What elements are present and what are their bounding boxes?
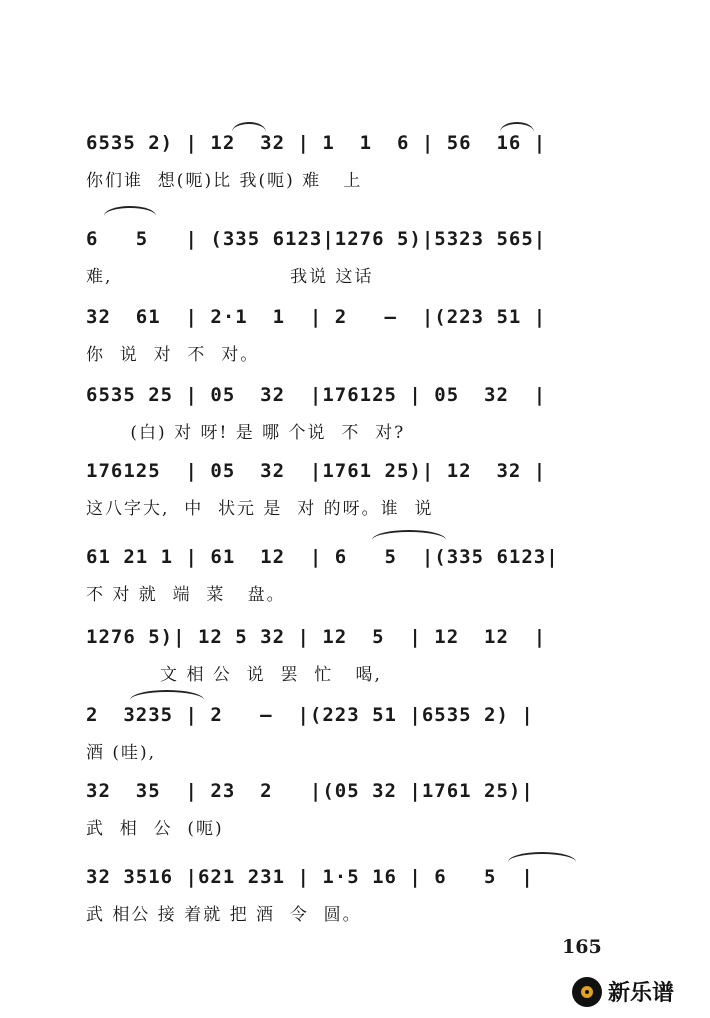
lyrics-line: 酒 (哇), [86,743,157,763]
notation-line: 6535 2) | 12 32 | 1 1 6 | 56 16 | [86,132,547,154]
slur-mark [500,122,534,132]
record-disc-icon [572,977,602,1007]
lyrics-line: 武 相 公 (呃) [86,819,224,839]
lyrics-line: 武 相公 接 着就 把 酒 令 圆。 [86,905,362,925]
site-logo [572,976,674,1007]
notation-line: 1276 5)| 12 5 32 | 12 5 | 12 12 | [86,626,547,648]
notation-line: 6535 25 | 05 32 |176125 | 05 32 | [86,384,547,406]
lyrics-line: 难, 我说 这话 [86,267,374,287]
lyrics-line: 你们谁 想(呃)比 我(呃) 难 上 [86,171,363,191]
slur-mark [232,122,266,132]
lyrics-line: 文 相 公 说 罢 忙 喝, [86,665,382,685]
notation-line: 32 3516 |621 231 | 1·5 16 | 6 5 | [86,866,534,888]
notation-line: 32 61 | 2·1 1 | 2 — |(223 51 | [86,306,547,328]
lyrics-line: 你 说 对 不 对。 [86,345,260,365]
lyrics-line: (白) 对 呀! 是 哪 个说 不 对? [86,423,406,443]
notation-line: 176125 | 05 32 |1761 25)| 12 32 | [86,460,547,482]
page-number: 165 [562,936,602,958]
notation-line: 32 35 | 23 2 |(05 32 |1761 25)| [86,780,534,802]
logo-text: 新乐谱 [608,981,675,1006]
slur-mark [508,852,576,862]
slur-mark [104,206,156,216]
lyrics-line: 这八字大, 中 状元 是 对 的呀。谁 说 [86,499,434,519]
notation-line: 6 5 | (335 6123|1276 5)|5323 565| [86,228,547,250]
slur-mark [372,530,446,540]
slur-mark [130,690,204,700]
notation-line: 61 21 1 | 61 12 | 6 5 |(335 6123| [86,546,559,568]
notation-line: 2 3235 | 2 — |(223 51 |6535 2) | [86,704,534,726]
lyrics-line: 不 对 就 端 菜 盘。 [86,585,286,605]
